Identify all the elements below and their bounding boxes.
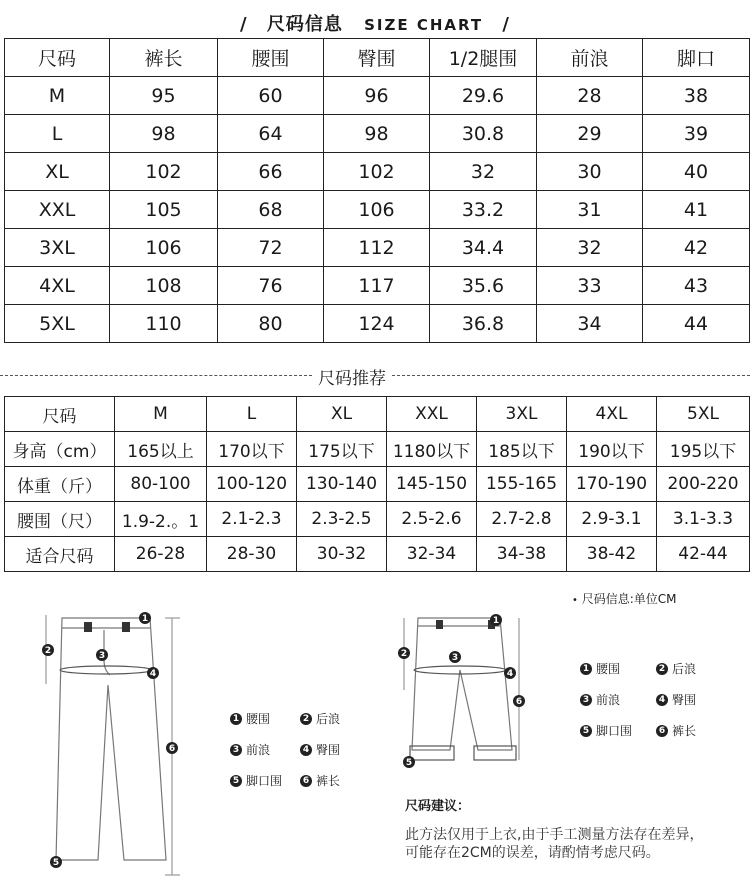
size-chart-cell: 29.6 [430, 77, 537, 115]
title-en: SIZE CHART [364, 16, 484, 34]
size-chart-row [5, 267, 750, 305]
size-chart-cell: 36.8 [430, 305, 537, 343]
number-badge-icon: 2 [300, 713, 312, 725]
recommend-cell: 175以下 [297, 432, 387, 467]
number-badge-icon: 5 [580, 725, 592, 737]
recommend-cell: 尺码 [5, 397, 115, 432]
legend-item [656, 660, 732, 677]
recommend-row [5, 537, 750, 572]
recommend-cell: 1180以下 [387, 432, 477, 467]
size-chart-table [4, 38, 750, 343]
size-chart-cell: 68 [218, 191, 324, 229]
recommend-row [5, 432, 750, 467]
size-chart-cell: 117 [324, 267, 430, 305]
legend-label: 前浪 [246, 743, 271, 757]
recommend-cell: 2.9-3.1 [567, 502, 657, 537]
recommend-cell: 38-42 [567, 537, 657, 572]
size-chart-row [5, 229, 750, 267]
size-chart-cell: XL [5, 153, 110, 191]
advice-title: 尺码建议： [405, 799, 471, 814]
recommend-cell: 165以上 [115, 432, 207, 467]
recommend-row [5, 502, 750, 537]
recommend-cell: 2.5-2.6 [387, 502, 477, 537]
size-chart-cell: 105 [110, 191, 218, 229]
size-chart-cell: 106 [110, 229, 218, 267]
size-chart-cell: 28 [537, 77, 643, 115]
title-slash-left: / [239, 14, 248, 35]
size-chart-cell: 95 [110, 77, 218, 115]
legend-item [656, 722, 732, 739]
size-chart-cell: 裤长 [110, 39, 218, 77]
recommend-cell: 185以下 [477, 432, 567, 467]
size-chart-cell: 32 [537, 229, 643, 267]
legend-left [230, 710, 370, 789]
marker-6-left: 6 [168, 744, 176, 754]
recommend-cell: 2.7-2.8 [477, 502, 567, 537]
marker-2-right: 2 [400, 649, 408, 659]
size-chart-cell: 脚口 [643, 39, 750, 77]
legend-label: 腰围 [246, 712, 271, 726]
recommend-cell: 26-28 [115, 537, 207, 572]
legend-label: 前浪 [596, 693, 621, 707]
size-chart-cell: 44 [643, 305, 750, 343]
recommend-header-row [5, 397, 750, 432]
legend-item [230, 710, 300, 727]
size-chart-row [5, 77, 750, 115]
recommend-cell: 1.9-2.。1 [115, 502, 207, 537]
marker-2-left: 2 [44, 646, 52, 656]
size-chart-cell: 98 [110, 115, 218, 153]
legend-label: 脚口围 [246, 774, 283, 788]
number-badge-icon: 6 [656, 725, 668, 737]
number-badge-icon: 4 [300, 744, 312, 756]
legend-item [656, 691, 732, 708]
number-badge-icon: 6 [300, 775, 312, 787]
marker-1-right: 1 [492, 616, 500, 626]
recommend-cell: XXL [387, 397, 477, 432]
recommend-cell: 145-150 [387, 467, 477, 502]
number-badge-icon: 1 [230, 713, 242, 725]
recommend-cell: 170以下 [207, 432, 297, 467]
legend-item [300, 772, 370, 789]
number-badge-icon: 2 [656, 663, 668, 675]
recommend-cell: 32-34 [387, 537, 477, 572]
size-chart-row [5, 115, 750, 153]
size-chart-header-row [5, 39, 750, 77]
size-chart-cell: 29 [537, 115, 643, 153]
legend-item [300, 741, 370, 758]
size-chart-cell: 尺码 [5, 39, 110, 77]
size-chart-cell: 40 [643, 153, 750, 191]
size-chart-cell: 72 [218, 229, 324, 267]
recommend-cell: 4XL [567, 397, 657, 432]
number-badge-icon: 3 [230, 744, 242, 756]
recommend-cell: 34-38 [477, 537, 567, 572]
legend-label: 裤长 [672, 724, 697, 738]
size-chart-cell: 102 [324, 153, 430, 191]
size-chart-cell: 108 [110, 267, 218, 305]
legend-item [580, 691, 656, 708]
size-chart-cell: 102 [110, 153, 218, 191]
legend-label: 腰围 [596, 662, 621, 676]
recommend-cell: 腰围（尺） [5, 502, 115, 537]
size-chart-cell: 35.6 [430, 267, 537, 305]
recommend-cell: 体重（斤） [5, 467, 115, 502]
recommend-divider-label: 尺码推荐 [312, 364, 392, 389]
recommend-cell: XL [297, 397, 387, 432]
size-chart-cell: 43 [643, 267, 750, 305]
recommend-cell: 身高（cm） [5, 432, 115, 467]
size-chart-cell: 32 [430, 153, 537, 191]
page-title [0, 10, 750, 36]
marker-3-right: 3 [451, 653, 459, 663]
size-chart-cell: 42 [643, 229, 750, 267]
size-chart-cell: 3XL [5, 229, 110, 267]
recommend-cell: 2.3-2.5 [297, 502, 387, 537]
size-chart-cell: 66 [218, 153, 324, 191]
legend-item [230, 741, 300, 758]
size-chart-cell: 41 [643, 191, 750, 229]
size-chart-cell: 60 [218, 77, 324, 115]
recommend-cell: 3XL [477, 397, 567, 432]
size-chart-cell: 前浪 [537, 39, 643, 77]
recommend-cell: 42-44 [657, 537, 750, 572]
marker-1-left: 1 [141, 614, 149, 624]
recommend-cell: 适合尺码 [5, 537, 115, 572]
size-chart-cell: 98 [324, 115, 430, 153]
size-chart-cell: 34.4 [430, 229, 537, 267]
recommend-cell: 190以下 [567, 432, 657, 467]
size-chart-cell: 31 [537, 191, 643, 229]
size-chart-cell: XXL [5, 191, 110, 229]
unit-note-text: 尺码信息:单位CM [581, 592, 677, 606]
size-chart-cell: 38 [643, 77, 750, 115]
number-badge-icon: 5 [230, 775, 242, 787]
bullet-icon: • [572, 595, 578, 606]
legend-item [300, 710, 370, 727]
size-chart-cell: 30 [537, 153, 643, 191]
title-slash-right: / [502, 14, 510, 35]
size-chart-cell: 76 [218, 267, 324, 305]
recommend-cell: 5XL [657, 397, 750, 432]
marker-5-right: 5 [405, 758, 413, 768]
size-chart-cell: 33 [537, 267, 643, 305]
size-chart-cell: M [5, 77, 110, 115]
marker-4-right: 4 [506, 669, 514, 679]
size-chart-row [5, 305, 750, 343]
long-pants-illustration [46, 615, 180, 875]
legend-label: 后浪 [316, 712, 341, 726]
marker-4-left: 4 [149, 669, 157, 679]
recommend-cell: 155-165 [477, 467, 567, 502]
number-badge-icon: 4 [656, 694, 668, 706]
recommend-cell: 80-100 [115, 467, 207, 502]
recommend-cell: 2.1-2.3 [207, 502, 297, 537]
size-chart-cell: 腰围 [218, 39, 324, 77]
marker-3-left: 3 [98, 651, 106, 661]
size-chart-cell: 臀围 [324, 39, 430, 77]
size-chart-row [5, 191, 750, 229]
size-chart-cell: 4XL [5, 267, 110, 305]
size-chart-cell: 112 [324, 229, 430, 267]
size-chart-cell: 5XL [5, 305, 110, 343]
divider-right [392, 375, 750, 376]
legend-label: 后浪 [672, 662, 697, 676]
divider-left [0, 375, 312, 376]
recommend-cell: 130-140 [297, 467, 387, 502]
size-recommend-table [4, 396, 750, 572]
recommend-cell: 30-32 [297, 537, 387, 572]
title-cn: 尺码信息 [266, 14, 343, 35]
size-chart-row [5, 153, 750, 191]
legend-label: 臀围 [672, 693, 697, 707]
unit-note [572, 590, 677, 607]
number-badge-icon: 1 [580, 663, 592, 675]
size-chart-cell: 39 [643, 115, 750, 153]
marker-5-left: 5 [52, 858, 60, 868]
advice-body: 此方法仅用于上衣,由于手工测量方法存在差异，可能存在2CM的误差，请酌情考虑尺码。 [405, 827, 704, 861]
size-chart-cell: 80 [218, 305, 324, 343]
size-chart-cell: 33.2 [430, 191, 537, 229]
legend-right [580, 660, 730, 739]
size-chart-cell: 124 [324, 305, 430, 343]
recommend-cell: 3.1-3.3 [657, 502, 750, 537]
legend-label: 裤长 [316, 774, 341, 788]
recommend-cell: 170-190 [567, 467, 657, 502]
legend-label: 臀围 [316, 743, 341, 757]
recommend-cell: M [115, 397, 207, 432]
size-chart-cell: 96 [324, 77, 430, 115]
short-pants-illustration [404, 618, 519, 760]
recommend-cell: 100-120 [207, 467, 297, 502]
recommend-cell: 28-30 [207, 537, 297, 572]
recommend-cell: 195以下 [657, 432, 750, 467]
size-chart-cell: 30.8 [430, 115, 537, 153]
size-chart-cell: L [5, 115, 110, 153]
size-chart-cell: 1/2腿围 [430, 39, 537, 77]
recommend-cell: L [207, 397, 297, 432]
legend-label: 脚口围 [596, 724, 633, 738]
legend-item [580, 660, 656, 677]
legend-item [580, 722, 656, 739]
size-chart-cell: 64 [218, 115, 324, 153]
marker-6-right: 6 [515, 697, 523, 707]
recommend-cell: 200-220 [657, 467, 750, 502]
size-chart-cell: 106 [324, 191, 430, 229]
number-badge-icon: 3 [580, 694, 592, 706]
legend-item [230, 772, 300, 789]
recommend-row [5, 467, 750, 502]
size-chart-cell: 110 [110, 305, 218, 343]
size-chart-cell: 34 [537, 305, 643, 343]
